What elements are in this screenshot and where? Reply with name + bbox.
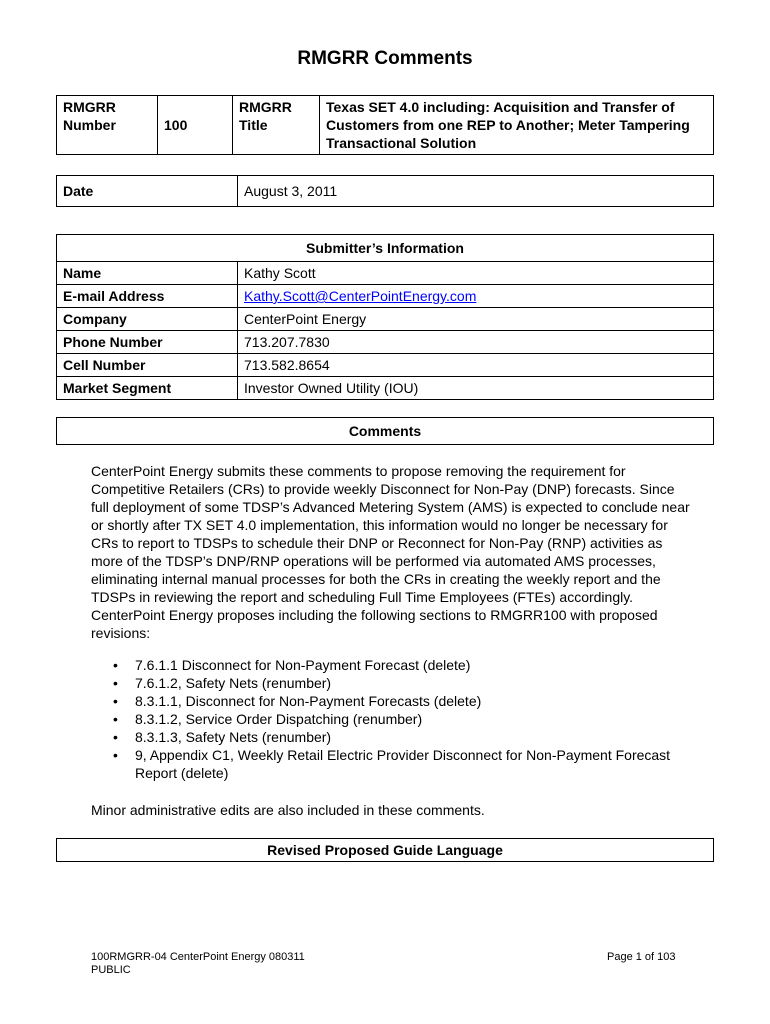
submitter-row-value: Investor Owned Utility (IOU) (238, 377, 714, 400)
footer-classification: PUBLIC (91, 964, 131, 976)
list-item: • 9, Appendix C1, Weekly Retail Electric Provider Disconnect for Non-Payment Forecast Report (delete) (91, 746, 691, 782)
rmgrr-number-value: 100 (158, 96, 233, 155)
submitter-row (57, 262, 714, 285)
rmgrr-title-value: Texas SET 4.0 including: Acquisition and Transfer of Customers from one REP to Another; Meter Tampering Transactional Solution (320, 96, 714, 155)
section-list (91, 656, 691, 782)
submitter-row (57, 308, 714, 331)
footer-doc-id: 100RMGRR-04 CenterPoint Energy 080311 (91, 951, 305, 963)
comments-heading-table (56, 417, 714, 445)
rmgrr-number-label: RMGRR Number (57, 96, 158, 155)
date-value: August 3, 2011 (238, 176, 714, 207)
page-number: Page 1 of 103 (607, 951, 676, 963)
submitter-row (57, 285, 714, 308)
submitter-table (56, 234, 714, 400)
submitter-row-label: Name (57, 262, 238, 285)
date-label: Date (57, 176, 238, 207)
list-item: • 7.6.1.2, Safety Nets (renumber) (91, 674, 691, 692)
list-item: • 7.6.1.1 Disconnect for Non-Payment Forecast (delete) (91, 656, 691, 674)
submitter-row (57, 354, 714, 377)
submitter-row-label: Cell Number (57, 354, 238, 377)
date-table (56, 175, 714, 207)
submitter-row-value: CenterPoint Energy (238, 308, 714, 331)
revised-heading-table (56, 838, 714, 862)
email-link[interactable]: Kathy.Scott@CenterPointEnergy.com (244, 288, 477, 304)
submitter-row-value (238, 285, 714, 308)
comments-paragraph: CenterPoint Energy submits these comments to propose removing the requirement for Competitive Retailers (CRs) to provide weekly Disconnect for Non-Pay (DNP) forecasts. Since full deployment of some TDSP’s Advanced Metering System (AMS) is expected to conclude near or shortly after TX SET 4.0 implementation, this information would no longer be necessary for CRs to report to TDSPs to schedule their DNP or Reconnect for Non-Pay (RNP) activities as more of the TDSP’s DNP/RNP operations will be performed via automated AMS processes, eliminating internal manual processes for both the CRs in creating the weekly report and the TDSPs in reviewing the report and scheduling Full Time Employees (FTEs) accordingly. CenterPoint Energy proposes including the following sections to RMGRR100 with proposed revisions: (91, 463, 690, 641)
submitter-heading: Submitter’s Information (57, 235, 714, 262)
submitter-row (57, 377, 714, 400)
list-item: • 8.3.1.3, Safety Nets (renumber) (91, 728, 691, 746)
footer-left (91, 951, 305, 977)
submitter-row-value: 713.582.8654 (238, 354, 714, 377)
submitter-row (57, 331, 714, 354)
list-item: • 8.3.1.1, Disconnect for Non-Payment Forecasts (delete) (91, 692, 691, 710)
document-title: RMGRR Comments (297, 48, 473, 69)
submitter-row-label: Phone Number (57, 331, 238, 354)
submitter-row-label: Company (57, 308, 238, 331)
rmgrr-header-table (56, 95, 714, 155)
submitter-row-value: 713.207.7830 (238, 331, 714, 354)
submitter-row-label: Market Segment (57, 377, 238, 400)
revised-heading: Revised Proposed Guide Language (57, 839, 714, 862)
admin-edits-paragraph: Minor administrative edits are also included in these comments. (91, 802, 485, 818)
comments-heading: Comments (57, 418, 714, 445)
submitter-row-label: E-mail Address (57, 285, 238, 308)
submitter-row-value: Kathy Scott (238, 262, 714, 285)
list-item: • 8.3.1.2, Service Order Dispatching (renumber) (91, 710, 691, 728)
rmgrr-title-label: RMGRR Title (233, 96, 320, 155)
